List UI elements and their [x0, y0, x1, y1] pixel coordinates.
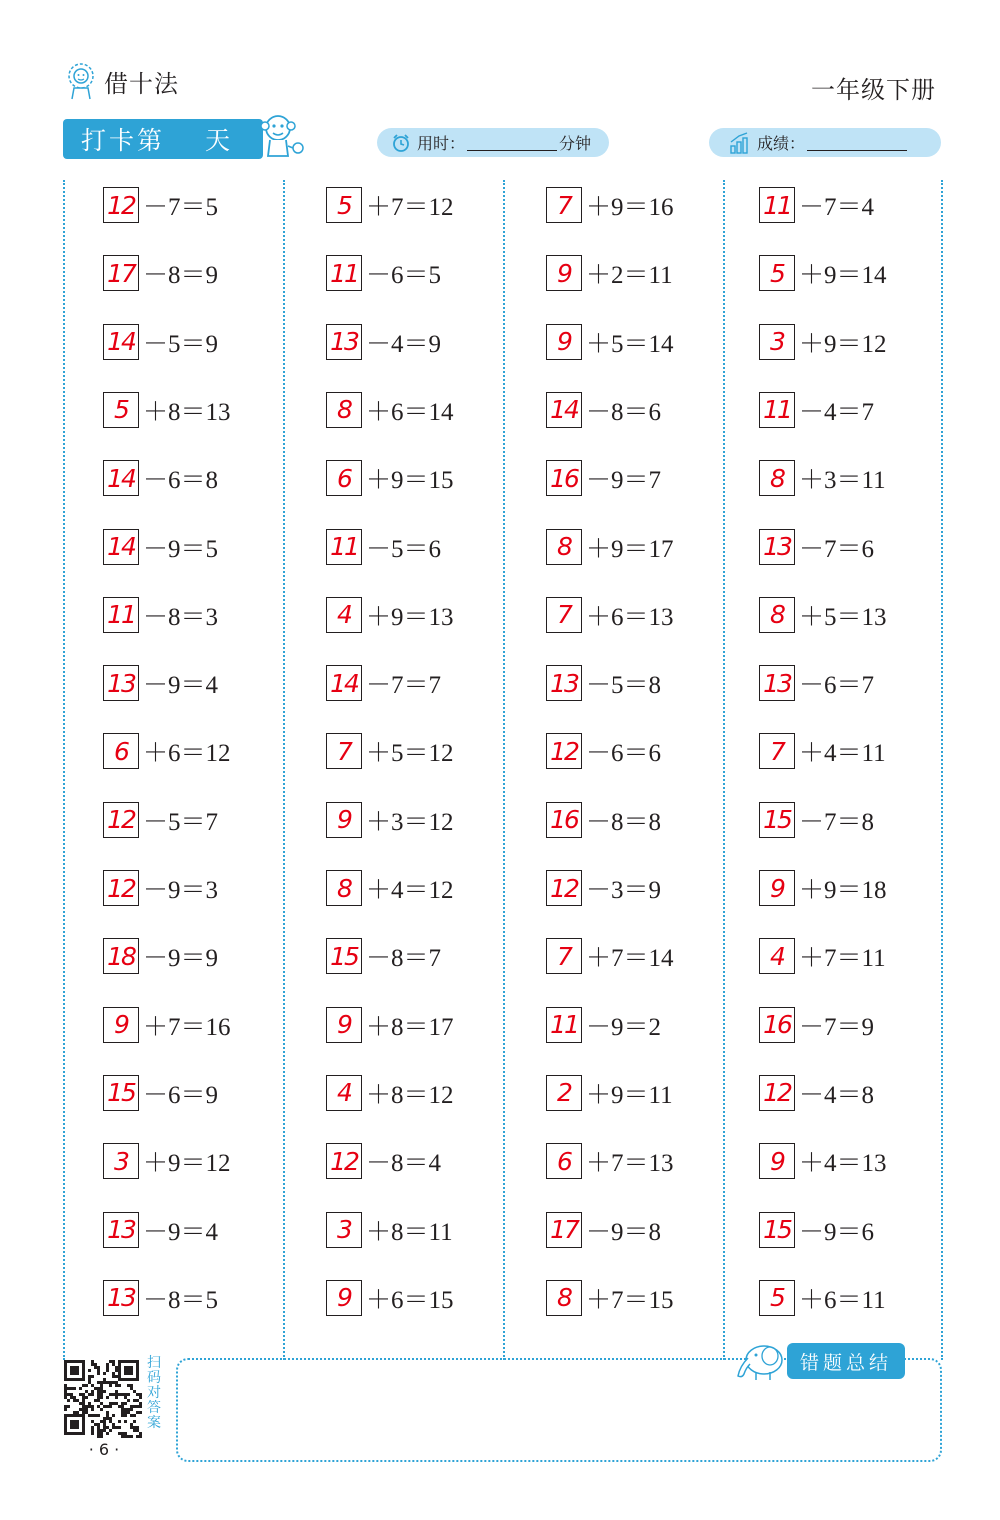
answer-box[interactable]: 13: [103, 665, 139, 701]
qr-code[interactable]: [64, 1360, 142, 1438]
answer-box[interactable]: 9: [326, 802, 362, 838]
answer-box[interactable]: 7: [546, 187, 582, 223]
exercise-row: [759, 868, 887, 908]
answer-box[interactable]: 9: [103, 1007, 139, 1043]
equation-text: ＋7＝12: [366, 194, 454, 221]
exercise-row: [546, 1278, 674, 1318]
answer-box[interactable]: 15: [103, 1075, 139, 1111]
exercise-row: [326, 731, 454, 771]
checkin-suffix: 天: [205, 126, 231, 155]
equation-text: －8＝5: [143, 1286, 219, 1314]
equation-text: －4＝7: [799, 398, 875, 426]
answer-box[interactable]: 11: [326, 529, 362, 565]
answer-box[interactable]: 12: [326, 1143, 362, 1179]
equation-text: ＋7＝16: [143, 1013, 231, 1041]
exercise-row: [326, 1005, 454, 1045]
equation-text: ＋5＝14: [586, 330, 674, 358]
answer-box[interactable]: 9: [759, 870, 795, 906]
equation-text: ＋3＝11: [799, 467, 886, 495]
equation-text: －9＝3: [143, 877, 219, 904]
answer-box[interactable]: 5: [759, 255, 795, 291]
equation-text: ＋6＝12: [143, 740, 231, 768]
equation-text: ＋7＝14: [586, 945, 674, 973]
column-divider: [63, 180, 65, 1360]
column-divider: [283, 180, 285, 1360]
exercise-row: [759, 731, 886, 771]
answer-box[interactable]: 8: [326, 870, 362, 906]
score-input-line[interactable]: [807, 134, 907, 151]
answer-box[interactable]: 6: [546, 1143, 582, 1179]
answer-box[interactable]: 8: [546, 1280, 582, 1316]
exercise-row: [326, 868, 454, 908]
time-label: 用时：: [417, 134, 466, 153]
equation-text: －3＝9: [586, 877, 662, 904]
equation-text: ＋6＝14: [366, 398, 454, 426]
answer-box[interactable]: 13: [326, 324, 362, 360]
answer-box[interactable]: 13: [103, 1280, 139, 1316]
equation-text: －7＝5: [143, 194, 219, 221]
answer-box[interactable]: 15: [759, 802, 795, 838]
exercise-row: [759, 936, 886, 976]
exercise-row: [546, 868, 661, 908]
equation-text: ＋6＝13: [586, 603, 674, 631]
answer-box[interactable]: 12: [759, 1075, 795, 1111]
answer-box[interactable]: 18: [103, 938, 139, 974]
equation-text: －4＝8: [799, 1081, 875, 1109]
answer-box[interactable]: 12: [103, 187, 139, 223]
answer-box[interactable]: 3: [326, 1212, 362, 1248]
exercise-row: [546, 1141, 674, 1181]
exercise-row: [103, 1141, 231, 1181]
equation-text: ＋7＝11: [799, 945, 886, 973]
equation-text: －9＝7: [586, 467, 662, 495]
answer-box[interactable]: 14: [103, 324, 139, 360]
exercise-row: [759, 1141, 887, 1181]
exercise-row: [546, 253, 673, 293]
exercise-row: [759, 1005, 874, 1045]
equation-text: ＋6＝11: [799, 1286, 886, 1314]
exercise-row: [326, 1141, 441, 1181]
equation-text: －8＝7: [366, 945, 442, 973]
exercise-row: [326, 800, 454, 840]
time-input-line[interactable]: [467, 134, 557, 151]
exercise-row: [326, 390, 454, 430]
equation-text: －8＝8: [586, 808, 662, 836]
exercise-row: [103, 1005, 231, 1045]
answer-box[interactable]: 12: [546, 733, 582, 769]
equation-text: ＋9＝15: [366, 467, 454, 495]
equation-text: －9＝8: [586, 1218, 662, 1246]
exercise-grid: [63, 180, 943, 1360]
answer-box[interactable]: 16: [759, 1007, 795, 1043]
equation-text: －9＝5: [143, 535, 219, 563]
exercise-row: [103, 731, 231, 771]
answer-box[interactable]: 13: [546, 665, 582, 701]
exercise-row: [103, 800, 218, 840]
equation-text: ＋8＝11: [366, 1218, 453, 1246]
answer-box[interactable]: 15: [759, 1212, 795, 1248]
equation-text: ＋9＝14: [799, 262, 887, 290]
equation-text: －9＝4: [143, 672, 219, 700]
equation-text: －6＝9: [143, 1081, 219, 1109]
checkin-banner: [63, 119, 263, 159]
equation-text: －7＝7: [366, 672, 442, 700]
exercise-row: [546, 322, 674, 362]
exercise-row: [759, 390, 874, 430]
exercise-row: [326, 663, 441, 703]
alarm-clock-icon: [391, 133, 411, 153]
equation-text: ＋7＝15: [586, 1286, 674, 1314]
equation-text: ＋8＝13: [143, 398, 231, 426]
exercise-row: [546, 1005, 661, 1045]
equation-text: －6＝5: [366, 262, 442, 290]
exercise-row: [326, 1210, 453, 1250]
equation-text: ＋7＝13: [586, 1150, 674, 1178]
answer-box[interactable]: 12: [546, 870, 582, 906]
exercise-row: [326, 527, 441, 567]
exercise-row: [103, 527, 218, 567]
equation-text: ＋9＝11: [586, 1081, 673, 1109]
equation-text: －8＝9: [143, 262, 219, 290]
exercise-row: [546, 595, 674, 635]
exercise-row: [326, 185, 454, 225]
exercise-row: [103, 595, 218, 635]
exercise-row: [103, 458, 218, 498]
answer-box[interactable]: 14: [103, 529, 139, 565]
answer-box[interactable]: 4: [759, 938, 795, 974]
equation-text: ＋2＝11: [586, 262, 673, 290]
answer-box[interactable]: 7: [546, 938, 582, 974]
exercise-row: [103, 1278, 218, 1318]
equation-text: －5＝9: [143, 330, 219, 358]
answer-box[interactable]: 5: [103, 392, 139, 428]
equation-text: ＋6＝15: [366, 1286, 454, 1314]
exercise-row: [326, 936, 441, 976]
equation-text: ＋3＝12: [366, 808, 454, 836]
equation-text: ＋4＝11: [799, 740, 886, 768]
answer-box[interactable]: 17: [546, 1212, 582, 1248]
method-title: 借十法: [104, 69, 179, 98]
score-label: 成绩：: [757, 134, 806, 153]
header-left: [64, 62, 179, 100]
exercise-row: [546, 800, 661, 840]
equation-text: －7＝8: [799, 808, 875, 836]
exercise-row: [759, 1210, 874, 1250]
exercise-row: [103, 253, 218, 293]
exercise-row: [546, 936, 674, 976]
equation-text: ＋8＝12: [366, 1081, 454, 1109]
exercise-row: [103, 322, 218, 362]
equation-text: －6＝6: [586, 740, 662, 768]
exercise-row: [326, 1278, 454, 1318]
equation-text: －8＝6: [586, 398, 662, 426]
equation-text: －6＝8: [143, 467, 219, 495]
answer-box[interactable]: 7: [759, 733, 795, 769]
answer-box[interactable]: 13: [759, 665, 795, 701]
equation-text: －8＝3: [143, 603, 219, 631]
equation-text: －5＝8: [586, 672, 662, 700]
monkey-icon: [252, 110, 308, 166]
exercise-row: [759, 595, 887, 635]
equation-text: －9＝4: [143, 1218, 219, 1246]
exercise-row: [103, 390, 231, 430]
equation-text: ＋9＝12: [799, 330, 887, 358]
equation-text: －7＝4: [799, 194, 875, 221]
answer-box[interactable]: 14: [546, 392, 582, 428]
equation-text: ＋9＝18: [799, 877, 887, 904]
answer-box[interactable]: 16: [546, 802, 582, 838]
answer-box[interactable]: 12: [103, 870, 139, 906]
answer-box[interactable]: 9: [546, 324, 582, 360]
time-field: [377, 128, 609, 157]
equation-text: －7＝6: [799, 535, 875, 563]
exercise-row: [759, 458, 886, 498]
elephant-icon: [734, 1340, 790, 1382]
exercise-row: [759, 253, 887, 293]
equation-text: －5＝6: [366, 535, 442, 563]
answer-box[interactable]: 4: [326, 597, 362, 633]
exercise-row: [326, 595, 454, 635]
exercise-row: [546, 731, 661, 771]
answer-box[interactable]: 11: [546, 1007, 582, 1043]
exercise-row: [546, 527, 674, 567]
exercise-row: [759, 527, 874, 567]
exercise-row: [759, 1073, 874, 1113]
exercise-row: [759, 663, 874, 703]
equation-text: ＋5＝13: [799, 603, 887, 631]
answer-box[interactable]: 5: [759, 1280, 795, 1316]
answer-box[interactable]: 8: [326, 392, 362, 428]
answer-box[interactable]: 13: [103, 1212, 139, 1248]
answer-box[interactable]: 8: [546, 529, 582, 565]
answer-box[interactable]: 12: [103, 802, 139, 838]
answer-box[interactable]: 4: [326, 1075, 362, 1111]
exercise-row: [546, 1073, 673, 1113]
grade-label: 一年级下册: [811, 76, 936, 104]
exercise-row: [103, 663, 218, 703]
exercise-row: [103, 1073, 218, 1113]
column-divider: [941, 180, 943, 1360]
exercise-row: [326, 322, 441, 362]
answer-box[interactable]: 5: [326, 187, 362, 223]
equation-text: ＋9＝13: [366, 603, 454, 631]
answer-box[interactable]: 17: [103, 255, 139, 291]
answer-box[interactable]: 7: [546, 597, 582, 633]
exercise-row: [546, 458, 661, 498]
score-field: [709, 128, 941, 157]
exercise-row: [103, 185, 218, 225]
answer-box[interactable]: 9: [326, 1280, 362, 1316]
equation-text: ＋9＝12: [143, 1150, 231, 1178]
answer-box[interactable]: 3: [103, 1143, 139, 1179]
page-number: · 6 ·: [88, 1440, 120, 1459]
time-unit: 分钟: [559, 134, 592, 153]
exercise-row: [103, 936, 218, 976]
answer-box[interactable]: 15: [326, 938, 362, 974]
answer-box[interactable]: 11: [326, 255, 362, 291]
exercise-row: [546, 1210, 661, 1250]
checkin-prefix: 打卡第: [81, 126, 166, 155]
answer-box[interactable]: 13: [759, 529, 795, 565]
answer-box[interactable]: 8: [759, 597, 795, 633]
exercise-row: [103, 1210, 218, 1250]
column-divider: [503, 180, 505, 1360]
qr-caption: 扫码对答案: [147, 1355, 161, 1431]
answer-box[interactable]: 11: [759, 187, 795, 223]
exercise-row: [546, 663, 661, 703]
answer-box[interactable]: 9: [759, 1143, 795, 1179]
equation-text: －4＝9: [366, 330, 442, 358]
equation-text: －5＝7: [143, 808, 219, 836]
answer-box[interactable]: 14: [326, 665, 362, 701]
equation-text: ＋8＝17: [366, 1013, 454, 1041]
equation-text: －9＝6: [799, 1218, 875, 1246]
equation-text: －7＝9: [799, 1013, 875, 1041]
answer-box[interactable]: 14: [103, 460, 139, 496]
exercise-row: [759, 800, 874, 840]
equation-text: ＋4＝13: [799, 1150, 887, 1178]
column-divider: [723, 180, 725, 1360]
equation-text: －8＝4: [366, 1150, 442, 1178]
lion-icon: [64, 62, 98, 100]
answer-box[interactable]: 11: [103, 597, 139, 633]
answer-box[interactable]: 6: [326, 460, 362, 496]
equation-text: －6＝7: [799, 672, 875, 700]
growth-chart-icon: [729, 132, 751, 154]
answer-box[interactable]: 8: [759, 460, 795, 496]
answer-box[interactable]: 2: [546, 1075, 582, 1111]
mistake-summary-label: 错题总结: [787, 1343, 905, 1379]
answer-box[interactable]: 7: [326, 733, 362, 769]
exercise-row: [326, 1073, 454, 1113]
equation-text: －9＝2: [586, 1013, 662, 1041]
answer-box[interactable]: 6: [103, 733, 139, 769]
exercise-row: [326, 253, 441, 293]
exercise-row: [759, 1278, 886, 1318]
answer-box[interactable]: 9: [326, 1007, 362, 1043]
equation-text: －9＝9: [143, 945, 219, 973]
equation-text: ＋9＝17: [586, 535, 674, 563]
exercise-row: [759, 322, 887, 362]
exercise-row: [759, 185, 874, 225]
equation-text: ＋4＝12: [366, 877, 454, 904]
answer-box[interactable]: 11: [759, 392, 795, 428]
equation-text: ＋9＝16: [586, 194, 674, 221]
answer-box[interactable]: 3: [759, 324, 795, 360]
exercise-row: [546, 185, 674, 225]
equation-text: ＋5＝12: [366, 740, 454, 768]
exercise-row: [326, 458, 454, 498]
answer-box[interactable]: 16: [546, 460, 582, 496]
answer-box[interactable]: 9: [546, 255, 582, 291]
exercise-row: [103, 868, 218, 908]
exercise-row: [546, 390, 661, 430]
